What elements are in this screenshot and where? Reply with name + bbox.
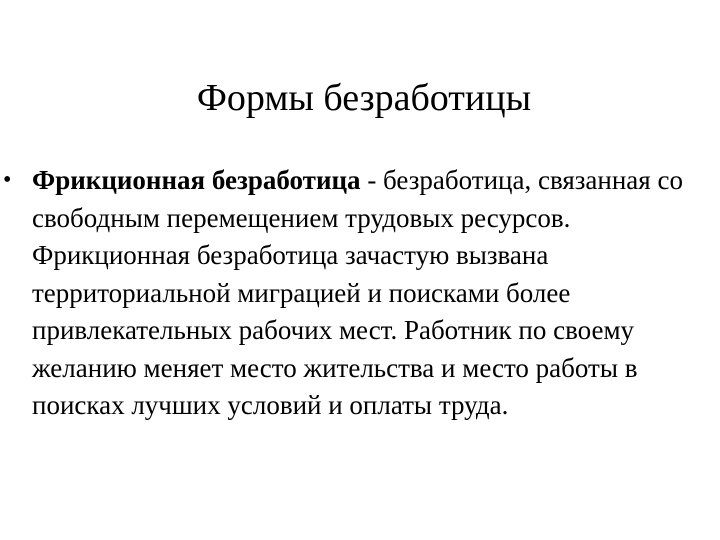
slide-title: Формы безработицы xyxy=(196,77,532,119)
slide-content xyxy=(0,162,720,425)
bullet-term: Фрикционная безработица xyxy=(32,165,361,195)
bullet-icon: • xyxy=(3,167,12,193)
bullet-text: - безработица, связанная со свободным перемещением трудовых ресурсов. Фрикционная безработица зачастую вызвана территориальной миграцией и поисками более привлекательных рабочих мест. Работник по своему желанию меняет место жительства и место работы в поисках лучших условий и оплаты труда. xyxy=(32,165,683,420)
bullet-item xyxy=(0,162,720,425)
